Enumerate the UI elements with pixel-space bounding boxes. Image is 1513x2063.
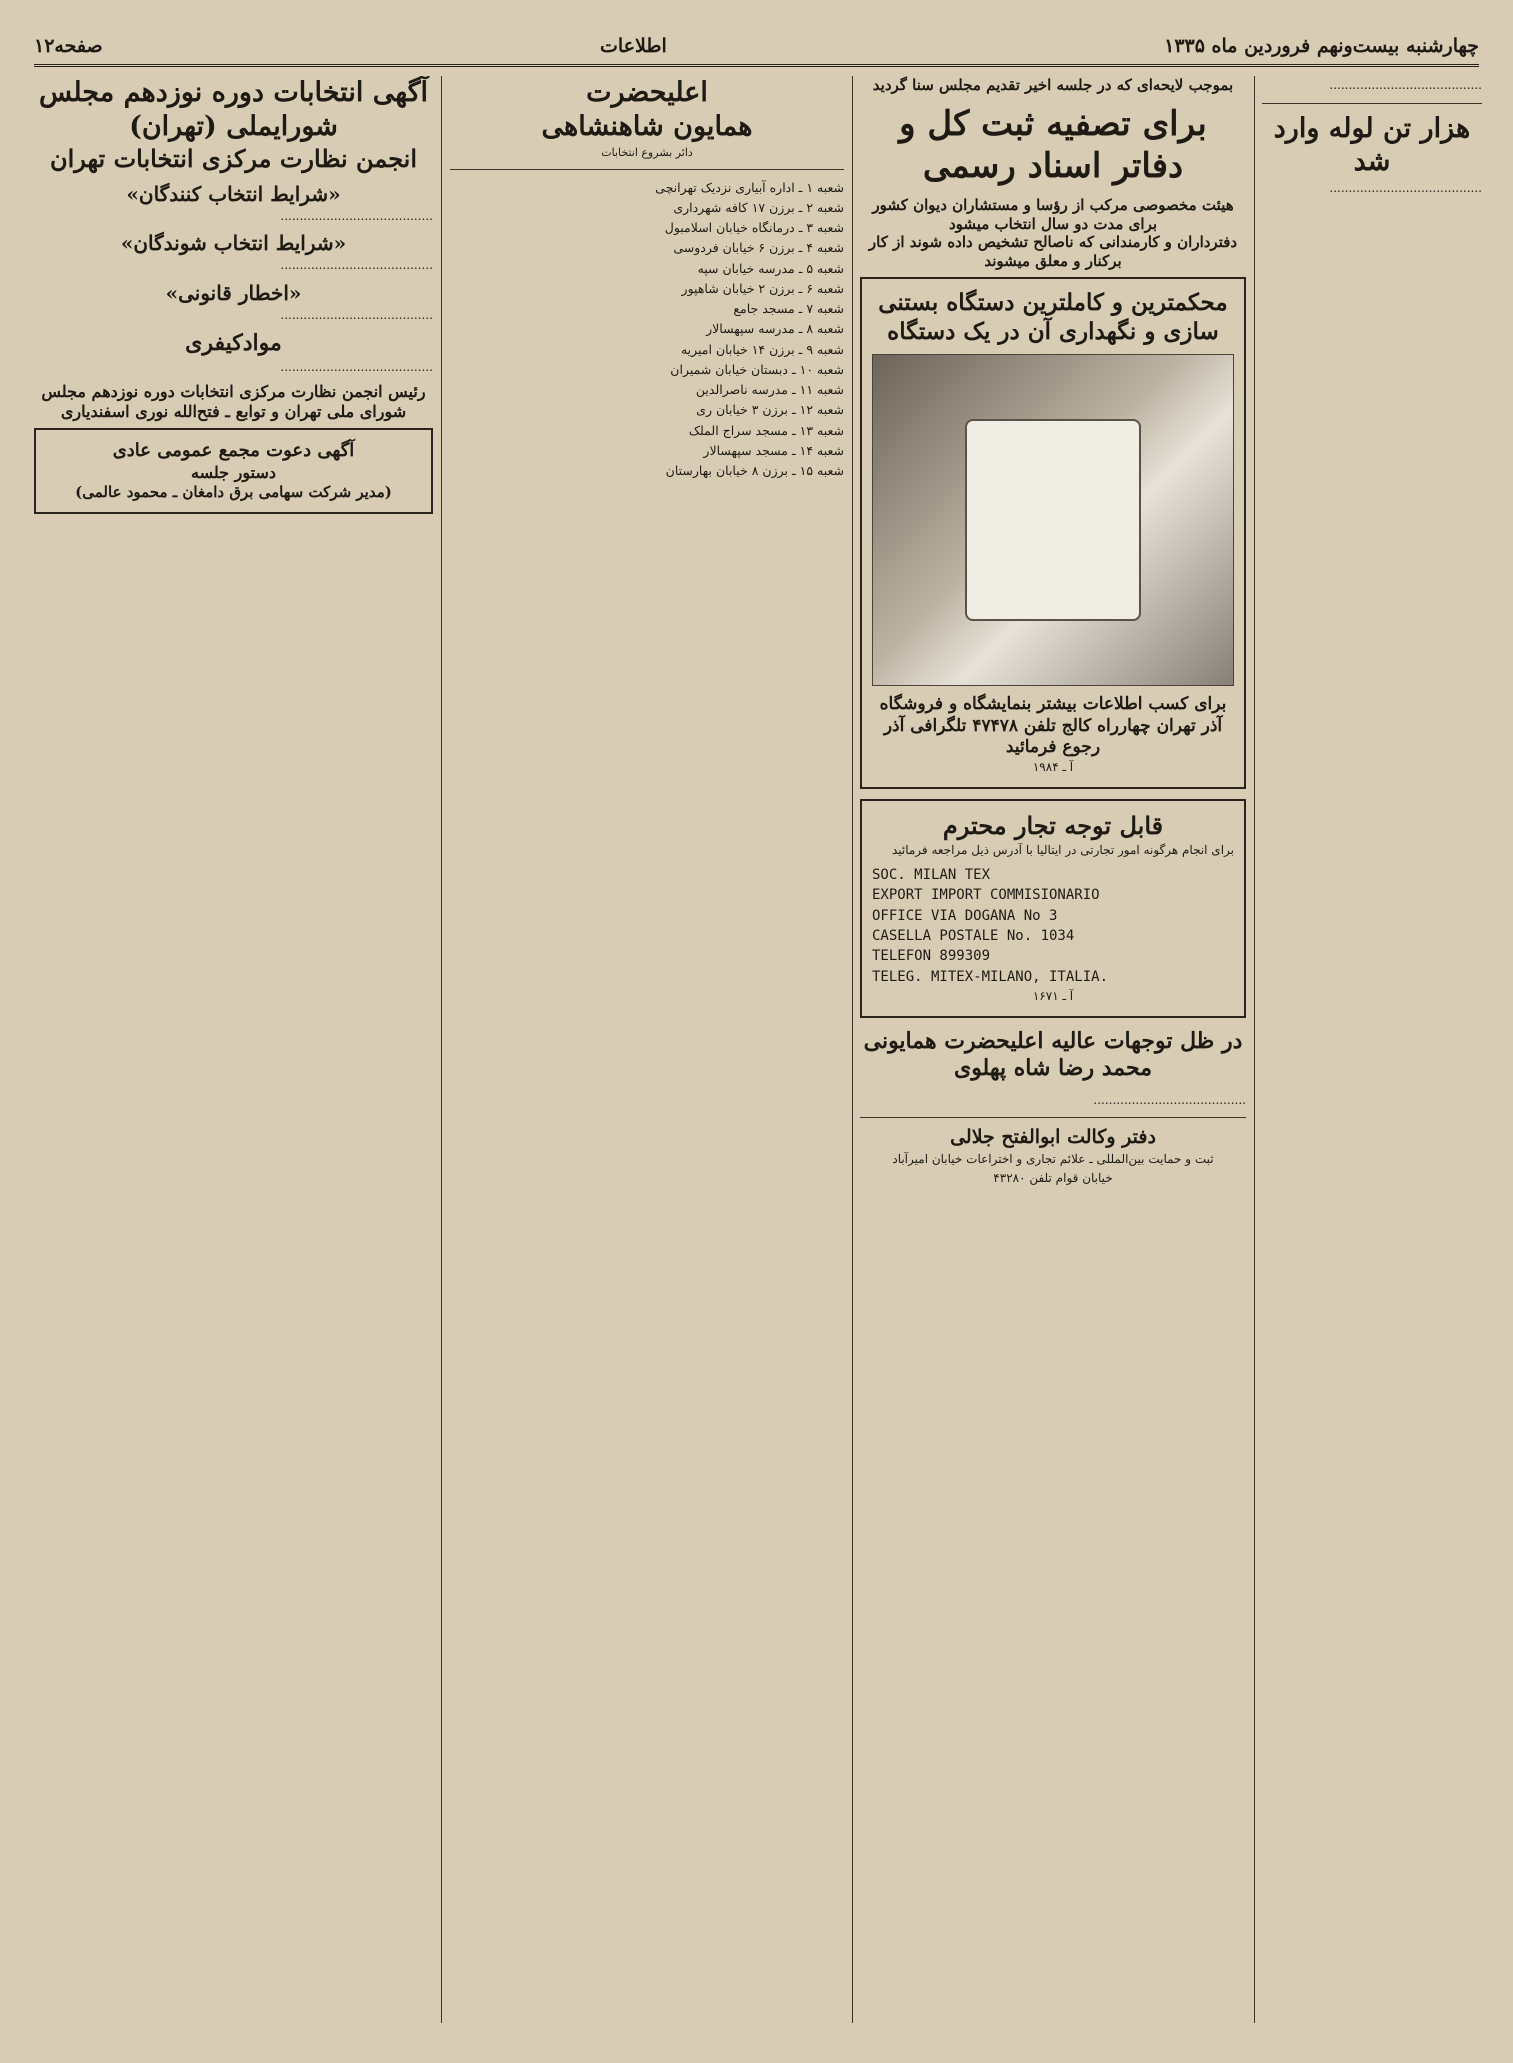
list-item: شعبه ۱ ـ اداره آبیاری نزدیک تهرانچی [655,179,844,195]
right-subhead: هیئت مخصوصی مرکب از رؤسا و مستشاران دیوان کشور برای مدت دو سال انتخاب میشود [872,195,1234,233]
shadow-headline: در ظل توجهات عالیه اعلیحضرت همایونی محمد رضا شاه پهلوی [863,1027,1243,1082]
ice-cream-ad-headline: محکمترین و کاملترین دستگاه بستنی سازی و نگهداری آن در یک دستگاه [878,288,1228,345]
paper-name: اطلاعات [599,35,667,57]
candidates-text: ........................................ [280,258,433,273]
masthead [34,28,1479,67]
penal-articles-text: ........................................ [280,359,433,374]
agenda-title: دستور جلسه [191,462,276,482]
list-item: شعبه ۴ ـ برزن ۶ خیابان فردوسی [673,240,844,256]
office-phone: خیابان قوام تلفن ۴۳۲۸۰ [993,1170,1113,1185]
list-item: شعبه ۲ ـ برزن ۱۷ کافه شهرداری [673,199,844,215]
column-rule-middle [852,76,853,2023]
right-main-headline: برای تصفیه ثبت کل و دفاتر اسناد رسمی [899,103,1207,187]
pipe-headline: هزار تن لوله وارد شد [1273,112,1471,178]
section-legal-warning: «اخطار قانونی» [165,280,302,305]
list-item: شعبه ۵ ـ مدرسه خیابان سپه [697,260,844,276]
column-rule-left [441,76,442,2023]
list-item: شعبه ۶ ـ برزن ۲ خیابان شاهپور [681,280,844,296]
merchant-ad [860,799,1246,1018]
ad-reference: آ ـ ۱۹۸۴ [1032,760,1074,774]
assembly-notice-title: آگهی دعوت مجمع عمومی عادی [112,440,355,462]
election-honorific-2: همایون شاهنشاهی [541,110,753,142]
page-number: صفحه۱۲ [34,35,103,57]
election-notice-middle-column [450,76,844,2023]
list-item: شعبه ۸ ـ مدرسه سپهسالار [706,321,844,337]
address-line: TELEFON 899309 [872,948,991,965]
section-penal-articles: موادکیفری [185,330,282,357]
list-item: شعبه ۱۰ ـ دبستان خیابان شمیران [670,361,844,377]
precinct-list [450,178,844,482]
electors-text: ........................................ [280,208,433,223]
list-item: شعبه ۱۳ ـ مسجد سراج الملک [688,422,844,438]
office-address: ثبت و حمایت بین‌المللی ـ علائم تجاری و اختراعات خیابان امیرآباد [892,1151,1214,1166]
right-subhead-2: دفترداران و کارمندانی که ناصالح تشخیص داده شوند از کار برکنار و معلق میشوند [868,233,1238,270]
right-top-note: بموجب لایحه‌ای که در جلسه اخیر تقدیم مجلس سنا گردید [872,76,1234,94]
address-line: TELEG. MITEX-MILANO, ITALIA. [872,968,1109,985]
far-right-article: ........................................ [1329,78,1482,92]
merchant-address [872,865,1234,987]
far-right-column [1262,76,1482,2023]
machine-illustration [965,419,1142,621]
section-electors: «شرایط انتخاب کنندگان» [126,181,341,206]
advertisement-column [860,76,1246,2023]
assembly-notice-box [34,428,433,513]
address-line: EXPORT IMPORT COMMISIONARIO [872,887,1100,904]
election-honorific-1: اعلیحضرت [586,77,708,108]
merchant-reference: آ ـ ۱۶۷۱ [1032,988,1074,1003]
list-item: شعبه ۷ ـ مسجد جامع [733,301,844,317]
pipe-article: ........................................ [1329,181,1482,196]
legal-warning-text: ........................................ [280,307,433,322]
right-body-text: ........................................ [1093,1092,1246,1107]
election-committee-headline: انجمن نظارت مرکزی انتخابات تهران [49,143,418,173]
list-item: شعبه ۹ ـ برزن ۱۴ خیابان امیریه [680,341,844,357]
address-line: CASELLA POSTALE No. 1034 [872,928,1075,945]
ice-cream-machine-ad [860,277,1246,789]
address-line: OFFICE VIA DOGANA No 3 [872,907,1058,924]
address-line: SOC. MILAN TEX [872,867,991,884]
column-rule-right [1254,76,1255,2023]
issue-date: چهارشنبه بیست‌ونهم فروردین ماه ۱۳۳۵ [1164,35,1479,57]
ice-cream-ad-caption: برای کسب اطلاعات بیشتر بنمایشگاه و فروشگاه آذر تهران چهارراه کالج تلفن ۴۷۴۷۸ تلگرافی آذر رجوع فرمائید [879,694,1227,757]
list-item: شعبه ۱۱ ـ مدرسه ناصرالدین [695,382,844,398]
election-notice-left-column [34,76,433,2023]
list-item: شعبه ۱۵ ـ برزن ۸ خیابان بهارستان [665,463,844,479]
list-item: شعبه ۱۴ ـ مسجد سپهسالار [703,442,844,458]
merchant-title: قابل توجه تجار محترم [942,810,1164,840]
election-headline: آگهی انتخابات دوره نوزدهم مجلس شورایملی (تهران) [38,77,429,142]
section-candidates: «شرایط انتخاب شوندگان» [120,231,347,256]
list-item: شعبه ۱۲ ـ برزن ۳ خیابان ری [696,402,844,418]
merchant-intro: برای انجام هرگونه امور تجارتی در ایتالیا با آدرس ذیل مراجعه فرمائید [891,842,1234,857]
office-footer: دفتر وکالت ابوالفتح جلالی [950,1126,1156,1149]
election-signature: رئیس انجمن نظارت مرکزی انتخابات دوره نوزدهم مجلس شورای ملی تهران و توابع ـ فتح‌الله نوری اسفندیاری [41,382,426,422]
election-honorific-note: دائر بشروع انتخابات [601,145,693,159]
ice-cream-machine-photo [872,354,1234,686]
list-item: شعبه ۳ ـ درمانگاه خیابان اسلامبول [664,220,844,236]
assembly-signature: (مدیر شرکت سهامی برق دامغان ـ محمود عالمی) [75,482,392,501]
